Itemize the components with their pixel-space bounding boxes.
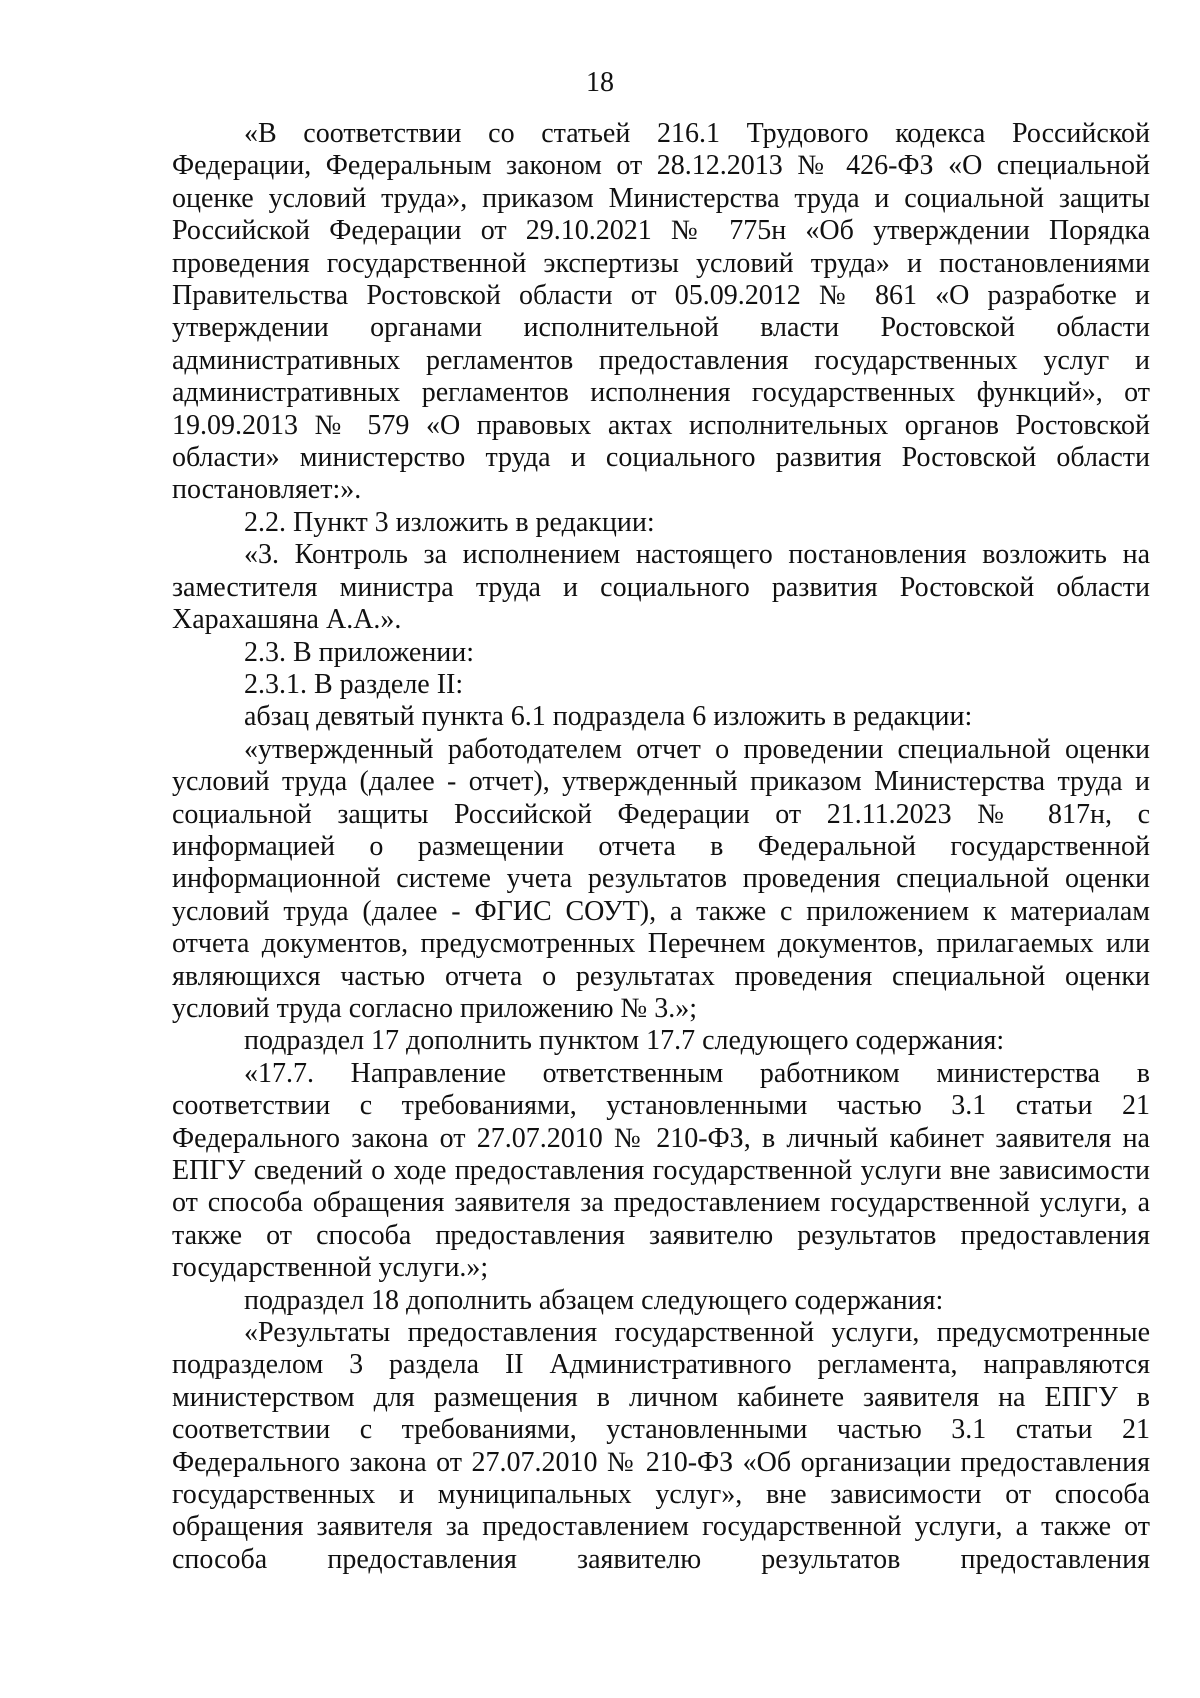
paragraph-2-2: 2.2. Пункт 3 изложить в редакции: xyxy=(244,506,655,538)
page-number: 18 xyxy=(586,67,614,98)
paragraph-17-7: «17.7. Направление ответственным работником министерства в соответствии с требованиями, установленными частью 3.1 статьи 21 Федерального закона от 27.07.2010 № 210-ФЗ, в личный кабинет заявителя на ЕПГУ сведений о ходе предоставления государственной услуги вне зависимости от способа обращения заявителя за предоставлением государственной услуги, а также от способа предоставления заявителю результатов предоставления государственной услуги.»; xyxy=(172,1057,1150,1284)
paragraph-report: «утвержденный работодателем отчет о проведении специальной оценки условий труда (далее - отчет), утвержденный приказом Министерства труда и социальной защиты Российской Федерации от 21.11.2023 № 817н, с информацией о размещении отчета в Федеральной государственной информационной системе учета результатов проведения специальной оценки условий труда (далее - ФГИС СОУТ), а также с приложением к материалам отчета документов, предусмотренных Перечнем документов, прилагаемых или являющихся частью отчета о результатах проведения специальной оценки условий труда согласно приложению № 3.»; xyxy=(172,733,1150,1024)
paragraph-results: «Результаты предоставления государственной услуги, предусмотренные подразделом 3 раздела II Административного регламента, направляются министерством для размещения в личном кабинете заявителя на ЕПГУ в соответствии с требованиями, установленными частью 3.1 статьи 21 Федерального закона от 27.07.2010 № 210-ФЗ «Об организации предоставления государственных и муниципальных услуг», вне зависимости от способа обращения заявителя за предоставлением государственной услуги, а также от способа предоставления заявителю результатов предоставления xyxy=(172,1317,1150,1575)
paragraph-control: «3. Контроль за исполнением настоящего постановления возложить на заместителя министра труда и социального развития Ростовской области Харахашяна А.А.». xyxy=(172,539,1150,636)
paragraph-subsection-17: подраздел 17 дополнить пунктом 17.7 следующего содержания: xyxy=(244,1025,1005,1057)
paragraph-preamble: «В соответствии со статьей 216.1 Трудового кодекса Российской Федерации, Федеральным законом от 28.12.2013 № 426-ФЗ «О специальной оценке условий труда», приказом Министерства труда и социальной защиты Российской Федерации от 29.10.2021 № 775н «Об утверждении Порядка проведения государственной экспертизы условий труда» и постановлениями Правительства Ростовской области от 05.09.2012 № 861 «О разработке и утверждении органами исполнительной власти Ростовской области административных регламентов предоставления государственных услуг и административных регламентов исполнения государственных функций», от 19.09.2013 № 579 «О правовых актах исполнительных органов Ростовской области» министерство труда и социального развития Ростовской области постановляет:». xyxy=(172,118,1150,506)
paragraph-2-3: 2.3. В приложении: xyxy=(244,636,475,668)
paragraph-2-3-1: 2.3.1. В разделе II: xyxy=(244,668,464,700)
paragraph-subsection-18: подраздел 18 дополнить абзацем следующего содержания: xyxy=(244,1284,944,1316)
paragraph-abzac-6-1: абзац девятый пункта 6.1 подраздела 6 изложить в редакции: xyxy=(244,701,973,733)
